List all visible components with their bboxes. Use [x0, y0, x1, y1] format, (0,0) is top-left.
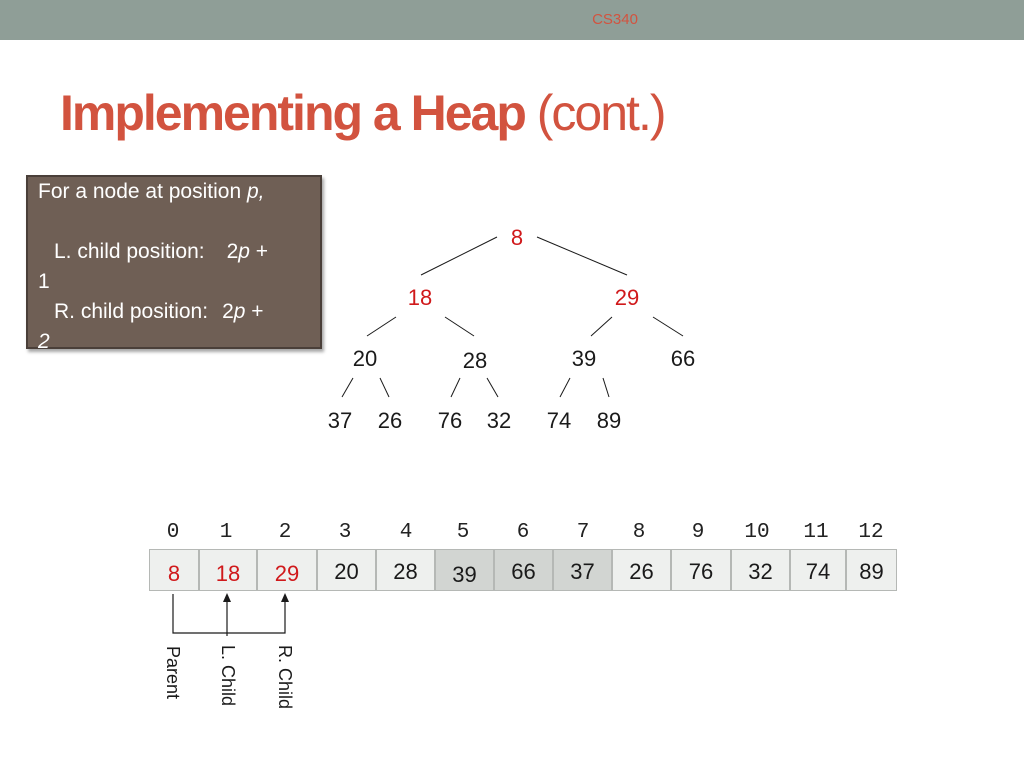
tree-node-l3-2: 26 — [377, 408, 403, 433]
tree-node-l1-left: 18 — [407, 285, 433, 310]
edge-29-66 — [653, 317, 683, 336]
left-child-formula-b: + — [249, 240, 269, 263]
parent-label: Parent — [163, 646, 183, 700]
array-index: 6 — [516, 521, 530, 544]
array-cell-8: 26 — [612, 549, 671, 591]
edge-8-29 — [537, 237, 627, 275]
array-index: 8 — [632, 521, 646, 544]
array-cell-6: 66 — [494, 549, 553, 591]
title-bold: Implementing a Heap — [60, 85, 525, 141]
title-normal: (cont.) — [524, 85, 665, 141]
tree-node-l1-right: 29 — [614, 285, 640, 310]
array-cell-12: 89 — [846, 549, 897, 591]
tree-node-l2-1: 20 — [352, 346, 378, 371]
array-index: 2 — [278, 521, 292, 544]
array-cell-3: 20 — [317, 549, 376, 591]
left-child-formula-a: 2 — [226, 240, 239, 263]
array-cell-0: 8 — [149, 549, 199, 591]
array-index: 0 — [166, 521, 180, 544]
right-child-label-vertical: R. Child — [275, 645, 295, 710]
right-child-label: R. child position: — [54, 300, 209, 323]
edge-29-39 — [591, 317, 612, 336]
array-index: 12 — [858, 521, 884, 544]
array-index: 11 — [803, 521, 829, 544]
left-child-label-vertical: L. Child — [218, 645, 238, 707]
array-cell-5: 39 — [435, 549, 494, 591]
array-index: 7 — [576, 521, 590, 544]
info-line-1-text: For a node at position — [38, 180, 247, 203]
edge-28-76 — [451, 378, 460, 397]
right-child-formula-b: + — [245, 300, 264, 323]
tree-node-l3-4: 32 — [486, 408, 512, 433]
array-cell-11: 74 — [790, 549, 846, 591]
edge-39-89 — [603, 378, 609, 397]
array-index: 10 — [744, 521, 770, 544]
left-child-label: L. child position: — [54, 240, 205, 263]
info-left-child-wrap: 1 — [38, 270, 50, 293]
array-cell-2: 29 — [257, 549, 317, 591]
right-child-arrowhead — [281, 593, 289, 602]
array-cell-1: 18 — [199, 549, 257, 591]
left-child-arrowhead — [223, 593, 231, 602]
tree-node-l3-5: 74 — [546, 408, 572, 433]
edge-39-74 — [560, 378, 570, 397]
array-cell-9: 76 — [671, 549, 731, 591]
array-cell-4: 28 — [376, 549, 435, 591]
tree-node-l3-3: 76 — [437, 408, 463, 433]
edge-20-37 — [342, 378, 353, 397]
array-cell-7: 37 — [553, 549, 612, 591]
right-child-formula-var: p — [233, 300, 246, 323]
tree-node-l3-1: 37 — [327, 408, 353, 433]
tree-node-l2-3: 39 — [571, 346, 597, 371]
edge-18-28 — [445, 317, 474, 336]
edge-20-26 — [380, 378, 389, 397]
array-index: 4 — [399, 521, 413, 544]
array-index: 1 — [219, 521, 233, 544]
array-index: 5 — [456, 521, 470, 544]
right-child-formula-a: 2 — [222, 300, 234, 323]
edge-8-18 — [421, 237, 497, 275]
tree-node-l2-2: 28 — [462, 348, 488, 373]
array-index: 9 — [691, 521, 705, 544]
tree-node-l3-6: 89 — [596, 408, 622, 433]
array-cell-10: 32 — [731, 549, 790, 591]
left-child-formula-var: p — [238, 240, 250, 263]
course-label: CS340 — [592, 11, 638, 28]
array-index: 3 — [338, 521, 352, 544]
tree-node-l2-4: 66 — [670, 346, 696, 371]
tree-node-root: 8 — [510, 225, 524, 250]
edge-28-32 — [487, 378, 498, 397]
edge-18-20 — [367, 317, 396, 336]
info-line-1-var: p, — [246, 180, 265, 203]
info-right-child-wrap: 2 — [38, 330, 50, 353]
